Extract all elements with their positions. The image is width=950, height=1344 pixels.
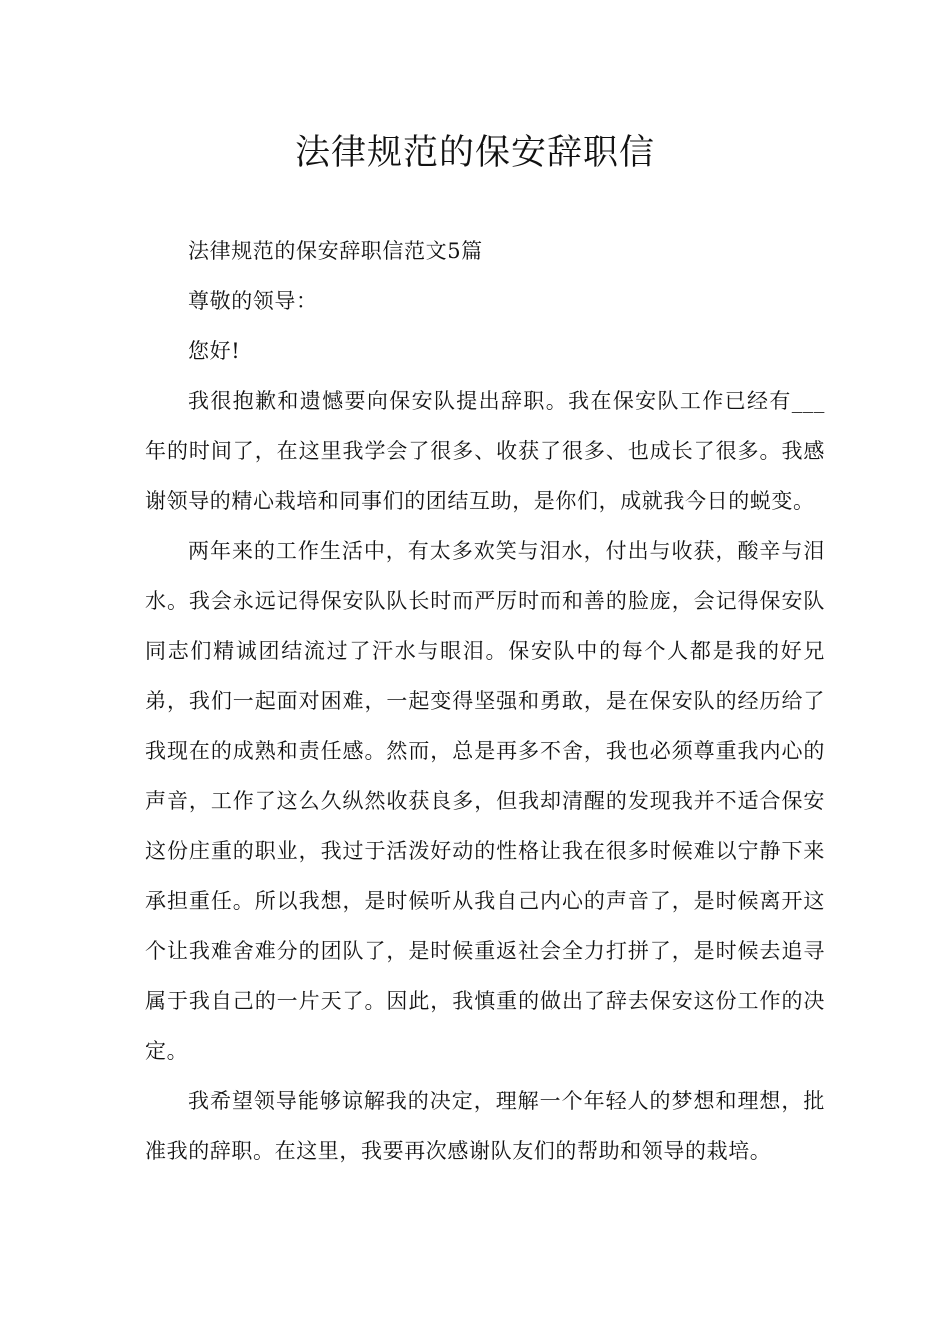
document-body — [145, 226, 825, 1176]
salutation-paragraph: 尊敬的领导： — [188, 289, 318, 313]
body-paragraph: 我希望领导能够谅解我的决定，理解一个年轻人的梦想和理想，批准我的辞职。在这里，我要再次感谢队友们的帮助和领导的栽培。 — [145, 1089, 825, 1163]
document-title: 法律规范的保安辞职信 — [294, 133, 655, 173]
greeting-paragraph: 您好! — [188, 339, 241, 363]
body-paragraph: 我很抱歉和遗憾要向保安队提出辞职。我在保安队工作已经有___年的时间了，在这里我学会了很多、收获了很多、也成长了很多。我感谢领导的精心栽培和同事们的团结互助，是你们，成就我今日的蜕变。 — [145, 389, 825, 513]
body-paragraph: 两年来的工作生活中，有太多欢笑与泪水，付出与收获，酸辛与泪水。我会永远记得保安队队长时而严厉时而和善的脸庞，会记得保安队同志们精诚团结流过了汗水与眼泪。保安队中的每个人都是我的好兄弟，我们一起面对困难，一起变得坚强和勇敢，是在保安队的经历给了我现在的成熟和责任感。然而，总是再多不舍，我也必须尊重我内心的声音，工作了这么久纵然收获良多，但我却清醒的发现我并不适合保安这份庄重的职业，我过于活泼好动的性格让我在很多时候难以宁静下来承担重任。所以我想，是时候听从我自己内心的声音了，是时候离开这个让我难舍难分的团队了，是时候重返社会全力打拼了，是时候去追寻属于我自己的一片天了。因此，我慎重的做出了辞去保安这份工作的决定。 — [145, 539, 825, 1063]
subtitle-paragraph: 法律规范的保安辞职信范文5篇 — [188, 239, 483, 263]
